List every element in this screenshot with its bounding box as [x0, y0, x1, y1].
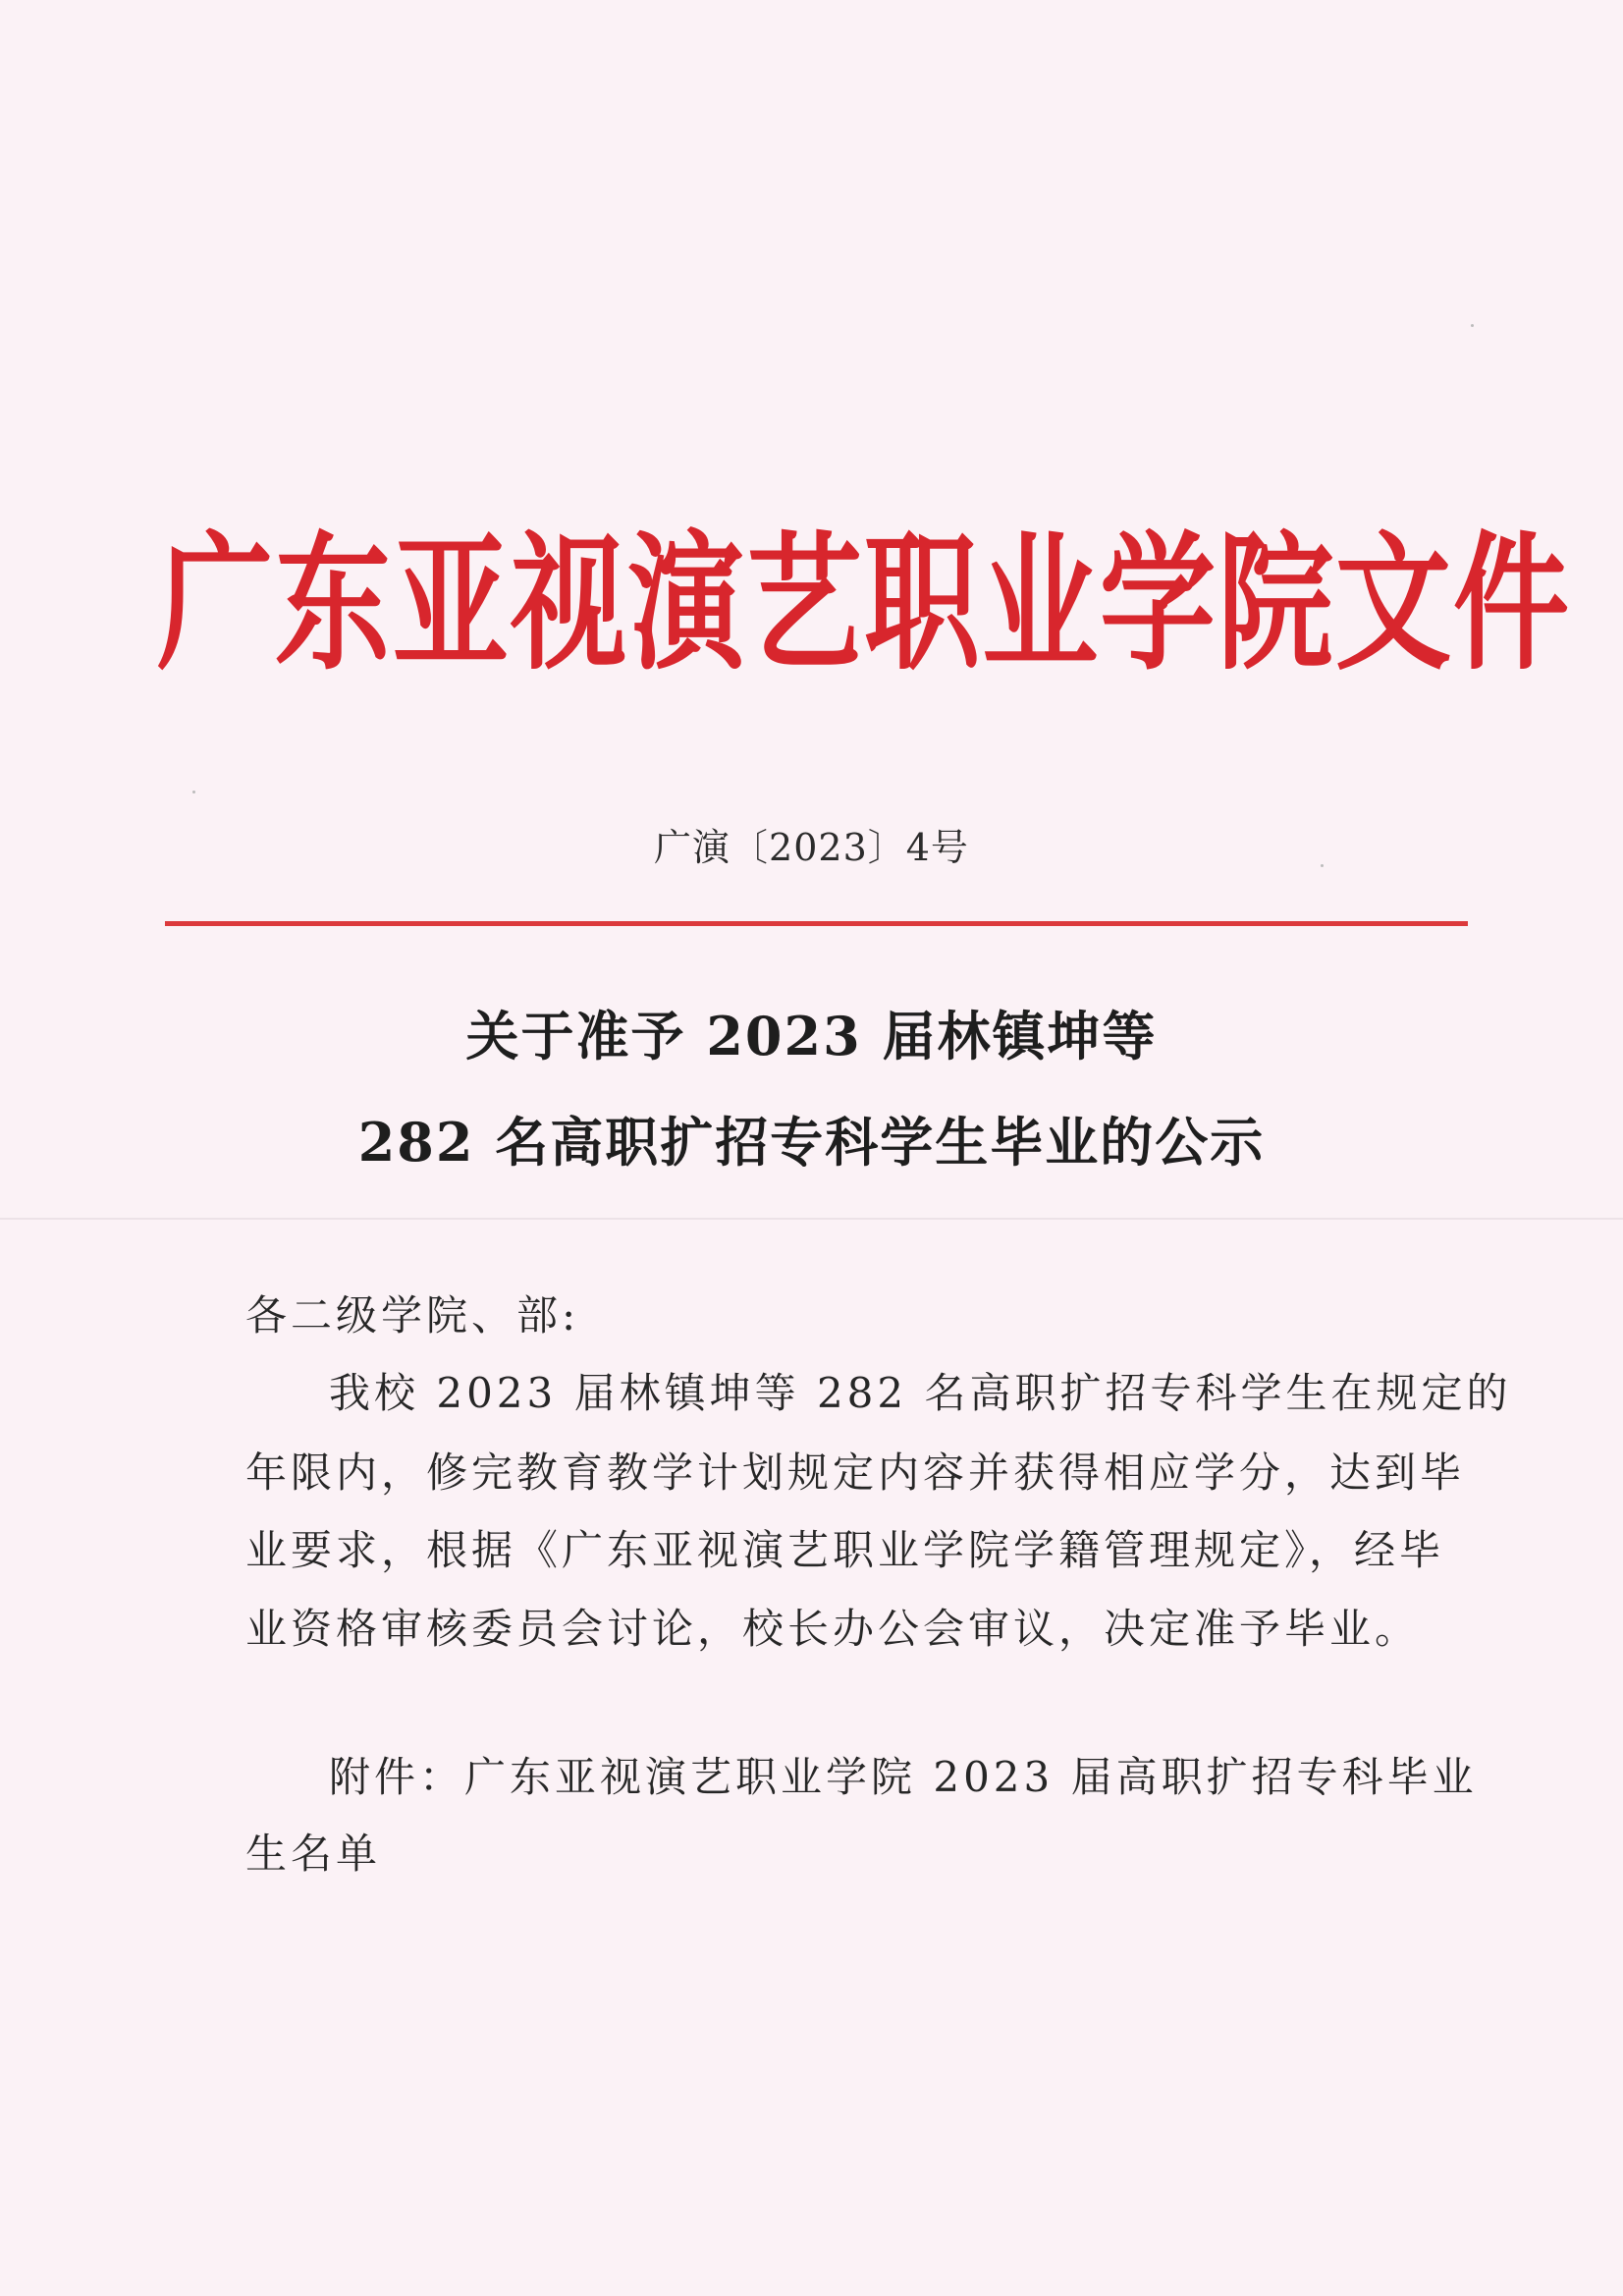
scan-speck — [1321, 864, 1324, 867]
document-title-line-1: 关于准予 2023 届林镇坤等 — [465, 1005, 1158, 1067]
paragraph-line: 年限内，修完教育教学计划规定内容并获得相应学分，达到毕 — [245, 1449, 1466, 1497]
page-fold-line — [0, 1218, 1623, 1220]
document-title-line-2: 282 名高职扩招专科学生毕业的公示 — [357, 1111, 1266, 1174]
scan-speck — [192, 791, 195, 793]
red-divider — [165, 921, 1468, 926]
scan-speck — [1471, 324, 1474, 327]
salutation: 各二级学院、部: — [245, 1291, 580, 1339]
attachment-line: 附件：广东亚视演艺职业学院 2023 届高职扩招专科毕业 — [329, 1753, 1478, 1801]
org-header-title: 广东亚视演艺职业学院文件 — [157, 516, 1572, 690]
paragraph-line: 业要求，根据《广东亚视演艺职业学院学籍管理规定》，经毕 — [245, 1526, 1445, 1574]
paragraph-line: 我校 2023 届林镇坤等 282 名高职扩招专科学生在规定的 — [329, 1369, 1512, 1417]
attachment-line: 生名单 — [245, 1830, 382, 1878]
document-number: 广演〔2023〕4号 — [654, 826, 969, 869]
paragraph-line: 业资格审核委员会讨论，校长办公会审议，决定准予毕业。 — [245, 1605, 1421, 1653]
